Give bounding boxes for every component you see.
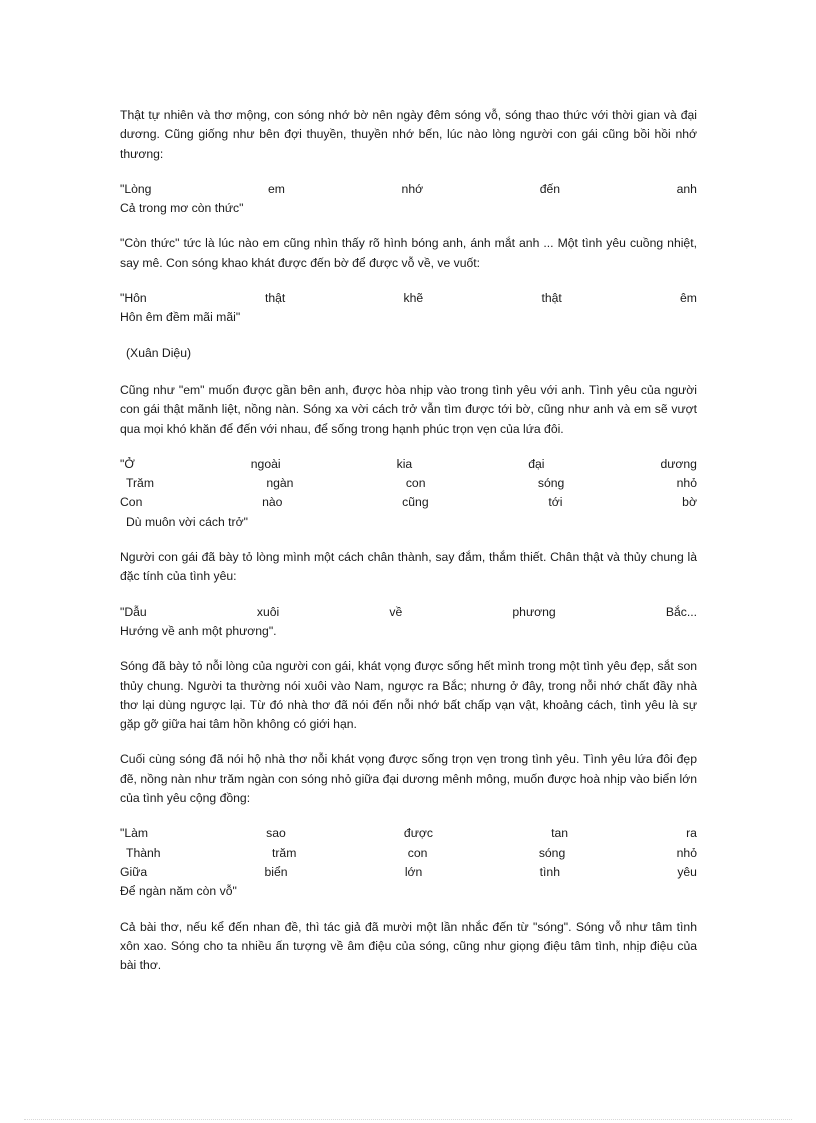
poem-line: [120, 824, 697, 843]
poem-word: sóng: [538, 845, 566, 860]
poem-word: dương: [660, 456, 697, 471]
poem-word: Con: [120, 495, 143, 510]
poem-line: [120, 180, 697, 199]
poem-line: [120, 863, 697, 882]
poem-word: tới: [548, 495, 563, 510]
poem-word: thật: [264, 291, 286, 306]
poem-word: về: [389, 604, 403, 619]
paragraph: Sóng đã bày tỏ nỗi lòng của người con gái, khát vọng được sống hết mình trong một tình yêu đẹp, sắt son thủy chung. Người ta thường nói xuôi vào Nam, ngược ra Bắc; nhưng ở đây, trong nỗi nhớ chất đầy nhà thơ lại dùng ngược lại. Từ đó nhà thơ đã nói đến nỗi nhớ bất chấp vạn vật, khoảng cách, tình yêu là sự gặp gỡ giữa hai tâm hồn không có giới hạn.: [120, 659, 697, 732]
poem-line: [120, 603, 697, 622]
poem-word: Dù muôn vời cách trở": [126, 514, 248, 529]
poem-quote: [120, 289, 697, 328]
poem-word: phương: [512, 604, 556, 619]
poem-line: [120, 493, 697, 512]
poem-word: Hướng về anh một phương".: [120, 623, 277, 638]
poem-quote: [120, 824, 697, 901]
poem-word: biển: [264, 864, 288, 879]
poem-line: [120, 622, 697, 641]
poem-quote: [120, 603, 697, 642]
poem-word: khẽ: [403, 291, 424, 306]
poem-word: Cả trong mơ còn thức": [120, 201, 244, 216]
poem-word: được: [403, 826, 433, 841]
paragraph: Cuối cùng sóng đã nói hộ nhà thơ nỗi khát vọng được sống trọn vẹn trong tình yêu. Tình yêu lứa đôi đẹp đẽ, nồng nàn như trăm ngàn con sóng nhỏ giữa đại dương mênh mông, muốn được hoà nhịp vào biển lớn của tình yêu cộng đồng:: [120, 752, 697, 806]
poem-word: đến: [539, 181, 561, 196]
poem-word: con: [405, 476, 426, 491]
poem-word: "Dẫu: [120, 604, 147, 619]
poem-word: "Ở: [120, 456, 135, 471]
poem-word: em: [268, 181, 285, 196]
poem-word: nhớ: [401, 181, 424, 196]
poem-word: "Hôn: [120, 291, 147, 306]
poem-word: "Làm: [120, 826, 149, 841]
poem-word: Trăm: [126, 476, 154, 491]
poem-word: êm: [680, 291, 697, 306]
poem-word: Để ngàn năm còn vỗ": [120, 884, 237, 899]
poem-word: Hôn êm đềm mãi mãi": [120, 310, 241, 325]
paragraph: "Còn thức" tức là lúc nào em cũng nhìn thấy rõ hình bóng anh, ánh mắt anh ... Một tình yêu cuồng nhiệt, say mê. Con sóng khao khát được đến bờ để được vỗ về, ve vuốt:: [120, 236, 697, 270]
poem-line: [120, 844, 697, 863]
poem-line: [120, 513, 697, 532]
poem-word: nào: [262, 495, 283, 510]
poem-word: trăm: [271, 845, 297, 860]
paragraph: Người con gái đã bày tỏ lòng mình một cách chân thành, say đắm, thắm thiết. Chân thật và thủy chung là đặc tính của tình yêu:: [120, 550, 697, 584]
poem-line: [120, 882, 697, 901]
poem-word: nhỏ: [676, 845, 697, 860]
poem-word: bờ: [682, 495, 697, 510]
poem-line: [120, 474, 697, 493]
poem-word: xuôi: [256, 604, 280, 619]
document-body: [120, 106, 697, 991]
poem-word: nhỏ: [676, 476, 697, 491]
poem-quote: [120, 455, 697, 532]
poem-word: lớn: [404, 864, 423, 879]
poem-word: sao: [266, 826, 286, 841]
poem-word: Giữa: [120, 864, 148, 879]
paragraph: Cả bài thơ, nếu kể đến nhan đề, thì tác giả đã mười một lần nhắc đến từ "sóng". Sóng vỗ như tâm tình xôn xao. Sóng cho ta nhiều ấn tượng về âm điệu của sóng, cũng như giọng điệu tâm tình, nhịp điệu của bài thơ.: [120, 919, 697, 973]
poem-word: ngàn: [266, 476, 294, 491]
poem-word: ra: [686, 826, 697, 841]
poem-word: ngoài: [250, 456, 281, 471]
poem-word: kia: [396, 456, 413, 471]
paragraph: Cũng như "em" muốn được gần bên anh, được hòa nhịp vào trong tình yêu với anh. Tình yêu của người con gái thật mãnh liệt, nồng nàn. Sóng xa vời cách trở vẫn tìm được tới bờ, cũng như anh và em sẽ vượt qua mọi khó khăn để đến với nhau, để sống trong hạnh phúc trọn vẹn của lứa đôi.: [120, 382, 697, 436]
attribution: (Xuân Diệu): [126, 345, 192, 360]
page-divider: [24, 1119, 792, 1120]
poem-word: tan: [551, 826, 569, 841]
paragraph: Thật tự nhiên và thơ mộng, con sóng nhớ bờ nên ngày đêm sóng vỗ, sóng thao thức với thời gian và đại dương. Cũng giống như bên đợi thuyền, thuyền nhớ bến, lúc nào lòng người con gái cũng bồi hồi nhớ thương:: [120, 108, 697, 161]
poem-word: tình: [539, 864, 560, 879]
poem-word: Thành: [126, 845, 161, 860]
poem-word: đại: [528, 456, 545, 471]
poem-word: Bắc...: [665, 604, 697, 619]
poem-quote: [120, 180, 697, 219]
poem-word: "Lòng: [120, 181, 152, 196]
poem-line: [120, 289, 697, 308]
poem-line: [120, 308, 697, 327]
poem-word: cũng: [402, 495, 429, 510]
poem-word: con: [407, 845, 428, 860]
poem-word: sóng: [537, 476, 565, 491]
poem-word: anh: [676, 181, 697, 196]
poem-word: thật: [541, 291, 562, 306]
poem-line: [120, 455, 697, 474]
poem-line: [120, 199, 697, 218]
poem-word: yêu: [677, 864, 697, 879]
